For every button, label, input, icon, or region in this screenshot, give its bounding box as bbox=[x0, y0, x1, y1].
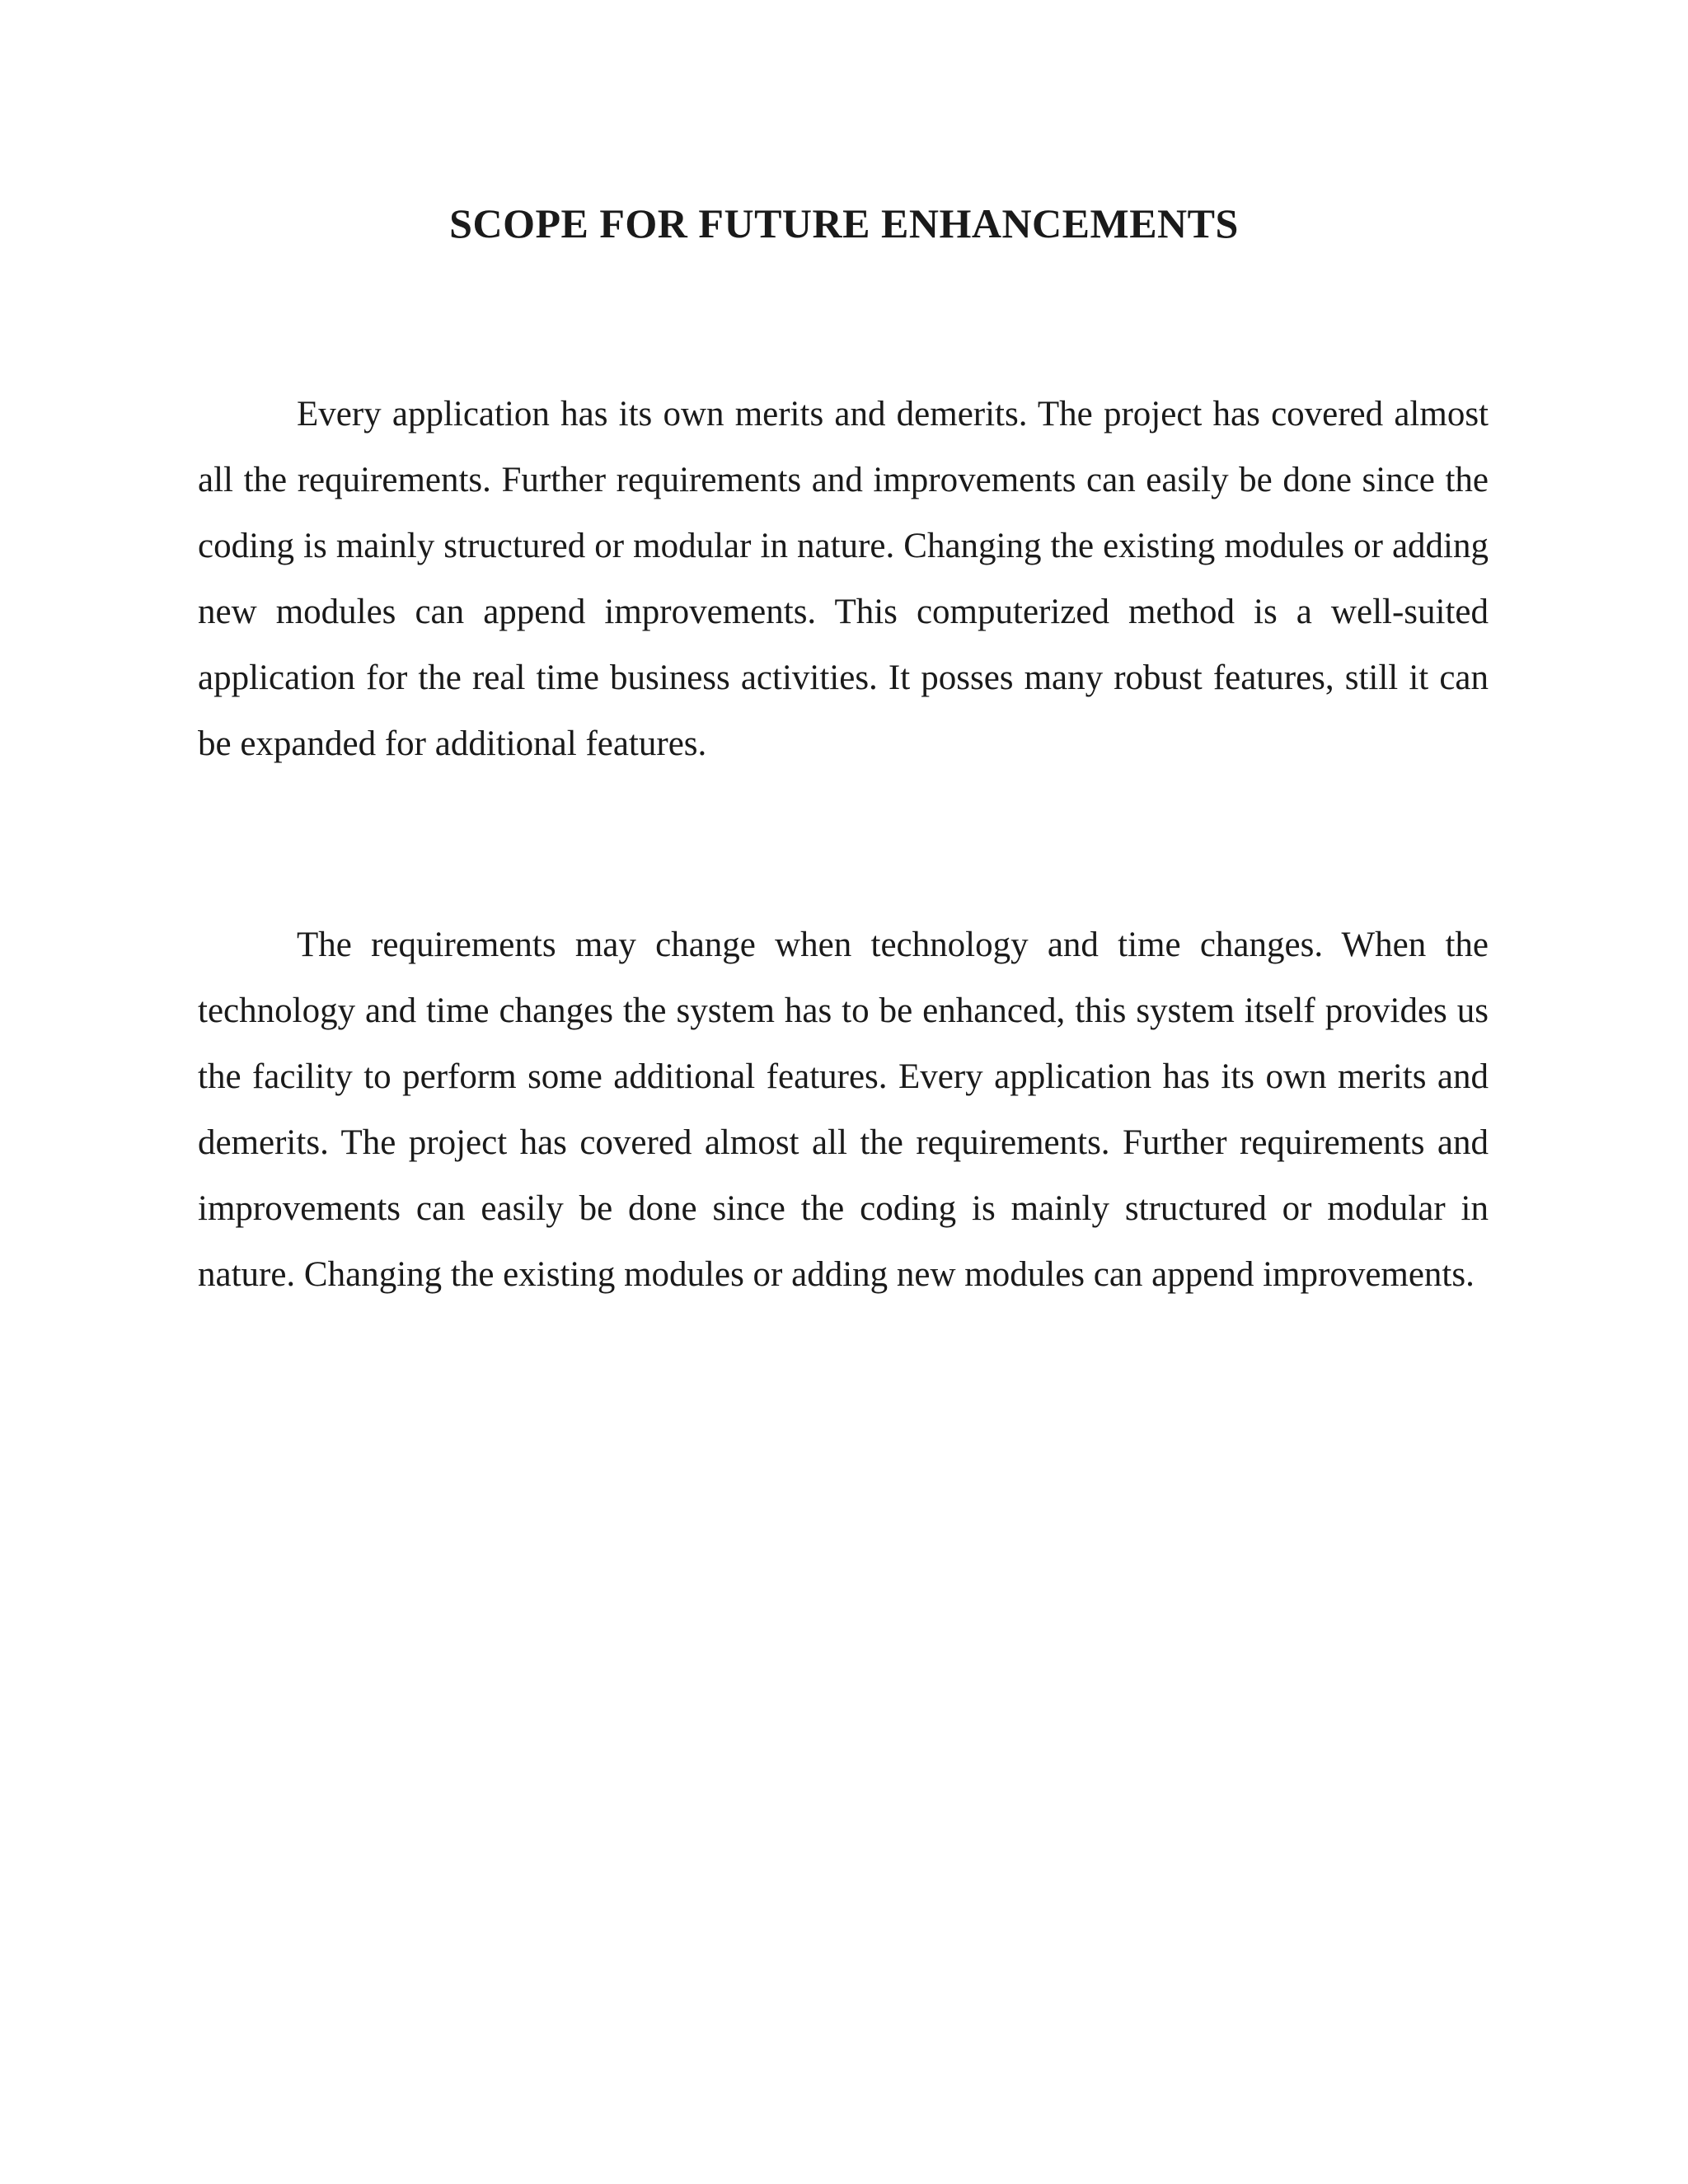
body-paragraph-2: The requirements may change when technology and time changes. When the technology and time changes the system has to be enhanced, this system itself provides us the facility to perform some additional features. Every application has its own merits and demerits. The project has covered almost all the requirements. Further requirements and improvements can easily be done since the coding is mainly structured or modular in nature. Changing the existing modules or adding new modules can append improvements. bbox=[198, 926, 1489, 1294]
body-paragraph-1: Every application has its own merits and demerits. The project has covered almost all the requirements. Further requirements and improvements can easily be done since the coding is mainly structured or modular in nature. Changing the existing modules or adding new modules can append improvements. This computerized method is a well-suited application for the real time business activities. It posses many robust features, still it can be expanded for additional features. bbox=[198, 395, 1489, 763]
page-title: SCOPE FOR FUTURE ENHANCEMENTS bbox=[449, 200, 1239, 246]
